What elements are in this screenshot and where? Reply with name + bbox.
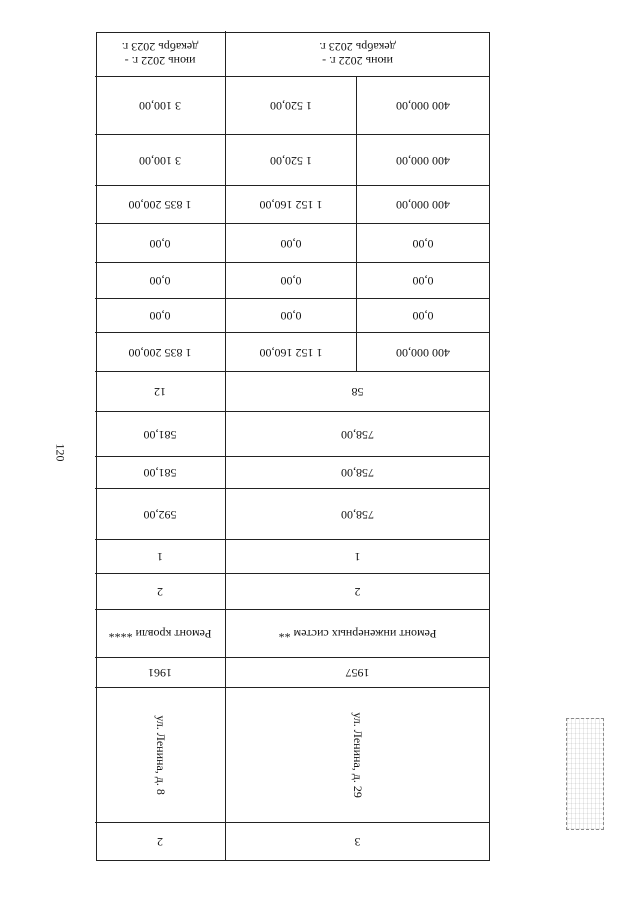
- cell-year-left: 1957: [345, 666, 370, 681]
- table-row: [95, 262, 489, 298]
- cell-area2-left: 758,00: [341, 466, 374, 481]
- cell-c: 3 100,00: [139, 153, 181, 168]
- cell-count-left: 58: [351, 385, 364, 400]
- table-row: [95, 185, 489, 223]
- cell-area1-right: 581,00: [143, 427, 177, 442]
- row-year: [95, 657, 489, 687]
- cell-b: 1 152 160,00: [259, 345, 323, 360]
- cell-a: 0,00: [412, 274, 434, 289]
- cell-b: 0,00: [280, 236, 302, 251]
- cell-b: 0,00: [280, 274, 302, 289]
- cell-work-right: Ремонт кровли ****: [108, 627, 212, 642]
- cell-c: 1 835 200,00: [128, 345, 192, 360]
- row-two: [95, 573, 489, 609]
- table-row: [95, 332, 489, 371]
- cell-area3-left: 758,00: [341, 507, 374, 522]
- cell-b: 1 152 160,00: [259, 198, 323, 213]
- cell-b: 1 520,00: [270, 153, 312, 168]
- row-area-2: [95, 456, 489, 488]
- document-table: [96, 32, 490, 861]
- table-row: [95, 298, 489, 332]
- cell-c: 1 835 200,00: [128, 198, 192, 213]
- cell-c: 3 100,00: [139, 99, 181, 114]
- table-row: [95, 223, 489, 262]
- cell-a: 400 000,00: [396, 198, 450, 213]
- cell-area3-right: 592,00: [143, 507, 177, 522]
- cell-schedule-left: июнь 2022 г. - декабрь 2023 г.: [319, 40, 396, 69]
- cell-c: 0,00: [149, 236, 171, 251]
- row-area-1: [95, 411, 489, 456]
- cell-number-left: 3: [354, 835, 361, 850]
- row-area-3: [95, 488, 489, 539]
- cell-count-right: 12: [154, 385, 166, 400]
- cell-two-left: 2: [354, 585, 361, 600]
- cell-a: 400 000,00: [396, 153, 450, 168]
- row-number: [95, 822, 489, 860]
- cell-year-right: 1961: [148, 666, 172, 681]
- table-row: [95, 134, 489, 185]
- cell-a: 0,00: [412, 236, 434, 251]
- cell-a: 0,00: [412, 309, 434, 324]
- row-one: [95, 539, 489, 573]
- cell-number-right: 2: [157, 835, 163, 850]
- cell-work-left: Ремонт инженерных систем **: [278, 627, 437, 642]
- cell-a: 400 000,00: [396, 99, 450, 114]
- row-schedule: [95, 31, 489, 76]
- cell-two-right: 2: [157, 585, 163, 600]
- cell-area2-right: 581,00: [143, 466, 177, 481]
- page-number: 120: [53, 443, 68, 462]
- cell-area1-left: 758,00: [341, 427, 374, 442]
- cell-b: 1 520,00: [270, 99, 312, 114]
- cell-a: 400 000,00: [396, 345, 450, 360]
- cell-schedule-right: июнь 2022 г. - декабрь 2023 г.: [121, 40, 199, 69]
- table-row: [95, 76, 489, 134]
- table-frame: [96, 32, 490, 861]
- cell-one-right: 1: [157, 550, 163, 565]
- row-work-type: [95, 609, 489, 657]
- cell-one-left: 1: [354, 550, 361, 565]
- cell-c: 0,00: [149, 274, 171, 289]
- cell-c: 0,00: [149, 309, 171, 324]
- approval-stamp: [566, 718, 604, 830]
- row-counts: [95, 371, 489, 411]
- cell-address-left: ул. Ленина, д. 29: [351, 712, 366, 798]
- row-address: [95, 687, 489, 822]
- cell-b: 0,00: [280, 309, 302, 324]
- cell-address-right: ул. Ленина, д. 8: [153, 715, 168, 795]
